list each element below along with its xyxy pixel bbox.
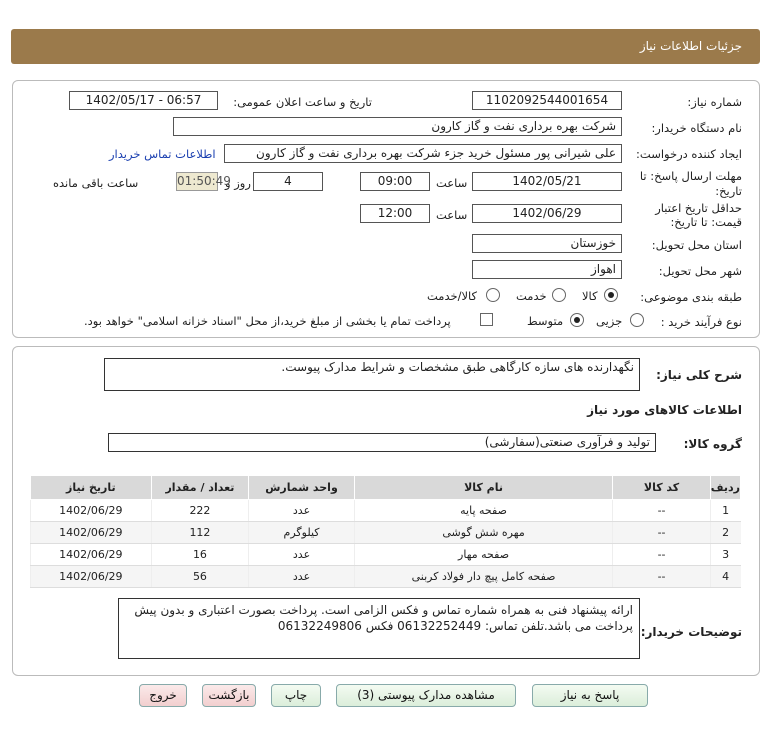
need-number-field: 1102092544001654 (472, 91, 622, 110)
col-row: ردیف (710, 476, 740, 500)
cell-row: 3 (710, 544, 740, 566)
view-attachments-button[interactable]: مشاهده مدارک پیوستی (3) (336, 684, 516, 707)
buyer-notes-field: ارائه پیشنهاد فنی به همراه شماره تماس و فکس الزامی است. پرداخت بصورت اعتباری و بدون پیش پرداخت می باشد.تلفن تماس: 06132252449 فکس 06132249806 (118, 598, 640, 659)
cell-name: صفحه مهار (354, 544, 612, 566)
table-row (31, 566, 741, 588)
exit-button[interactable]: خروج (139, 684, 187, 707)
process-label: نوع فرآیند خرید : (660, 315, 742, 329)
category-radio-goods[interactable] (604, 288, 618, 302)
table-row (31, 500, 741, 522)
validity-date-field: 1402/06/29 (472, 204, 622, 223)
validity-label-1: حداقل تاریخ اعتبار (655, 201, 742, 215)
process-medium-label: متوسط (527, 314, 564, 328)
cell-qty: 112 (151, 522, 249, 544)
buyer-notes-label: توضیحات خریدار: (640, 625, 742, 639)
process-minor-label: جزیی (596, 314, 623, 328)
table-row (31, 544, 741, 566)
validity-time-label: ساعت (436, 208, 468, 222)
remaining-label: ساعت باقی مانده (53, 176, 139, 190)
description-field: نگهدارنده های سازه کارگاهی طبق مشخصات و شرایط مدارک پیوست. (104, 358, 640, 391)
process-radio-minor[interactable] (630, 313, 644, 327)
cell-unit: عدد (249, 544, 355, 566)
buyer-org-field: شرکت بهره برداری نفت و گاز کارون (173, 117, 622, 136)
cell-date: 1402/06/29 (31, 522, 152, 544)
category-goods-label: کالا (582, 289, 598, 303)
cell-date: 1402/06/29 (31, 500, 152, 522)
validity-time-field: 12:00 (360, 204, 430, 223)
cell-code: -- (613, 544, 710, 566)
col-date: تاریخ نیاز (31, 476, 152, 500)
cell-qty: 222 (151, 500, 249, 522)
cell-code: -- (613, 500, 710, 522)
province-field: خوزستان (472, 234, 622, 253)
goods-table (30, 475, 741, 588)
process-radio-medium[interactable] (570, 313, 584, 327)
cell-date: 1402/06/29 (31, 566, 152, 588)
goods-group-label: گروه کالا: (683, 437, 742, 451)
deadline-date-field: 1402/05/21 (472, 172, 622, 191)
deadline-time-label: ساعت (436, 176, 468, 190)
buyer-contact-link[interactable]: اطلاعات تماس خریدار (109, 147, 216, 161)
table-row (31, 522, 741, 544)
category-label: طبقه بندی موضوعی: (640, 290, 742, 304)
col-unit: واحد شمارش (249, 476, 355, 500)
col-code: کد کالا (613, 476, 710, 500)
page-title: جزئیات اطلاعات نیاز (639, 39, 742, 53)
announce-label: تاریخ و ساعت اعلان عمومی: (233, 95, 372, 109)
description-label: شرح کلی نیاز: (656, 368, 742, 382)
deadline-time-field: 09:00 (360, 172, 430, 191)
cell-date: 1402/06/29 (31, 544, 152, 566)
col-qty: تعداد / مقدار (151, 476, 249, 500)
cell-code: -- (613, 566, 710, 588)
cell-code: -- (613, 522, 710, 544)
cell-name: صفحه کامل پیچ دار فولاد کربنی (354, 566, 612, 588)
cell-qty: 56 (151, 566, 249, 588)
days-label: روز و (225, 176, 251, 190)
treasury-note: پرداخت تمام یا بخشی از مبلغ خرید،از محل "اسناد خزانه اسلامی" خواهد بود. (84, 314, 451, 328)
deadline-label-1: مهلت ارسال پاسخ: تا (639, 169, 742, 183)
page-header (11, 29, 760, 64)
cell-name: مهره شش گوشی (354, 522, 612, 544)
cell-unit: عدد (249, 500, 355, 522)
print-button[interactable]: چاپ (271, 684, 321, 707)
goods-group-field: تولید و فرآوری صنعتی(سفارشی) (108, 433, 656, 452)
need-number-label: شماره نیاز: (687, 95, 742, 109)
goods-table-header (31, 476, 741, 500)
cell-unit: کیلوگرم (249, 522, 355, 544)
buyer-org-label: نام دستگاه خریدار: (651, 121, 742, 135)
creator-field: علی شیرانی پور مسئول خرید جزء شرکت بهره برداری نفت و گاز کارون (224, 144, 622, 163)
province-label: استان محل تحویل: (651, 238, 742, 252)
treasury-checkbox[interactable] (480, 313, 493, 326)
days-field: 4 (253, 172, 323, 191)
validity-label-2: قیمت: تا تاریخ: (670, 215, 742, 229)
cell-name: صفحه پایه (354, 500, 612, 522)
announce-field: 1402/05/17 - 06:57 (69, 91, 218, 110)
cell-row: 2 (710, 522, 740, 544)
category-radio-goods-service[interactable] (486, 288, 500, 302)
cell-row: 1 (710, 500, 740, 522)
reply-button[interactable]: پاسخ به نیاز (532, 684, 648, 707)
col-name: نام کالا (354, 476, 612, 500)
category-radio-service[interactable] (552, 288, 566, 302)
remaining-time: 01:50:49 (176, 172, 218, 191)
city-field: اهواز (472, 260, 622, 279)
creator-label: ایجاد کننده درخواست: (636, 147, 742, 161)
city-label: شهر محل تحویل: (658, 264, 742, 278)
category-service-label: خدمت (516, 289, 547, 303)
cell-qty: 16 (151, 544, 249, 566)
cell-unit: عدد (249, 566, 355, 588)
deadline-label-2: تاریخ: (715, 184, 742, 198)
cell-row: 4 (710, 566, 740, 588)
back-button[interactable]: بازگشت (202, 684, 256, 707)
goods-section-title: اطلاعات کالاهای مورد نیاز (587, 403, 742, 417)
category-goods-service-label: کالا/خدمت (427, 289, 478, 303)
